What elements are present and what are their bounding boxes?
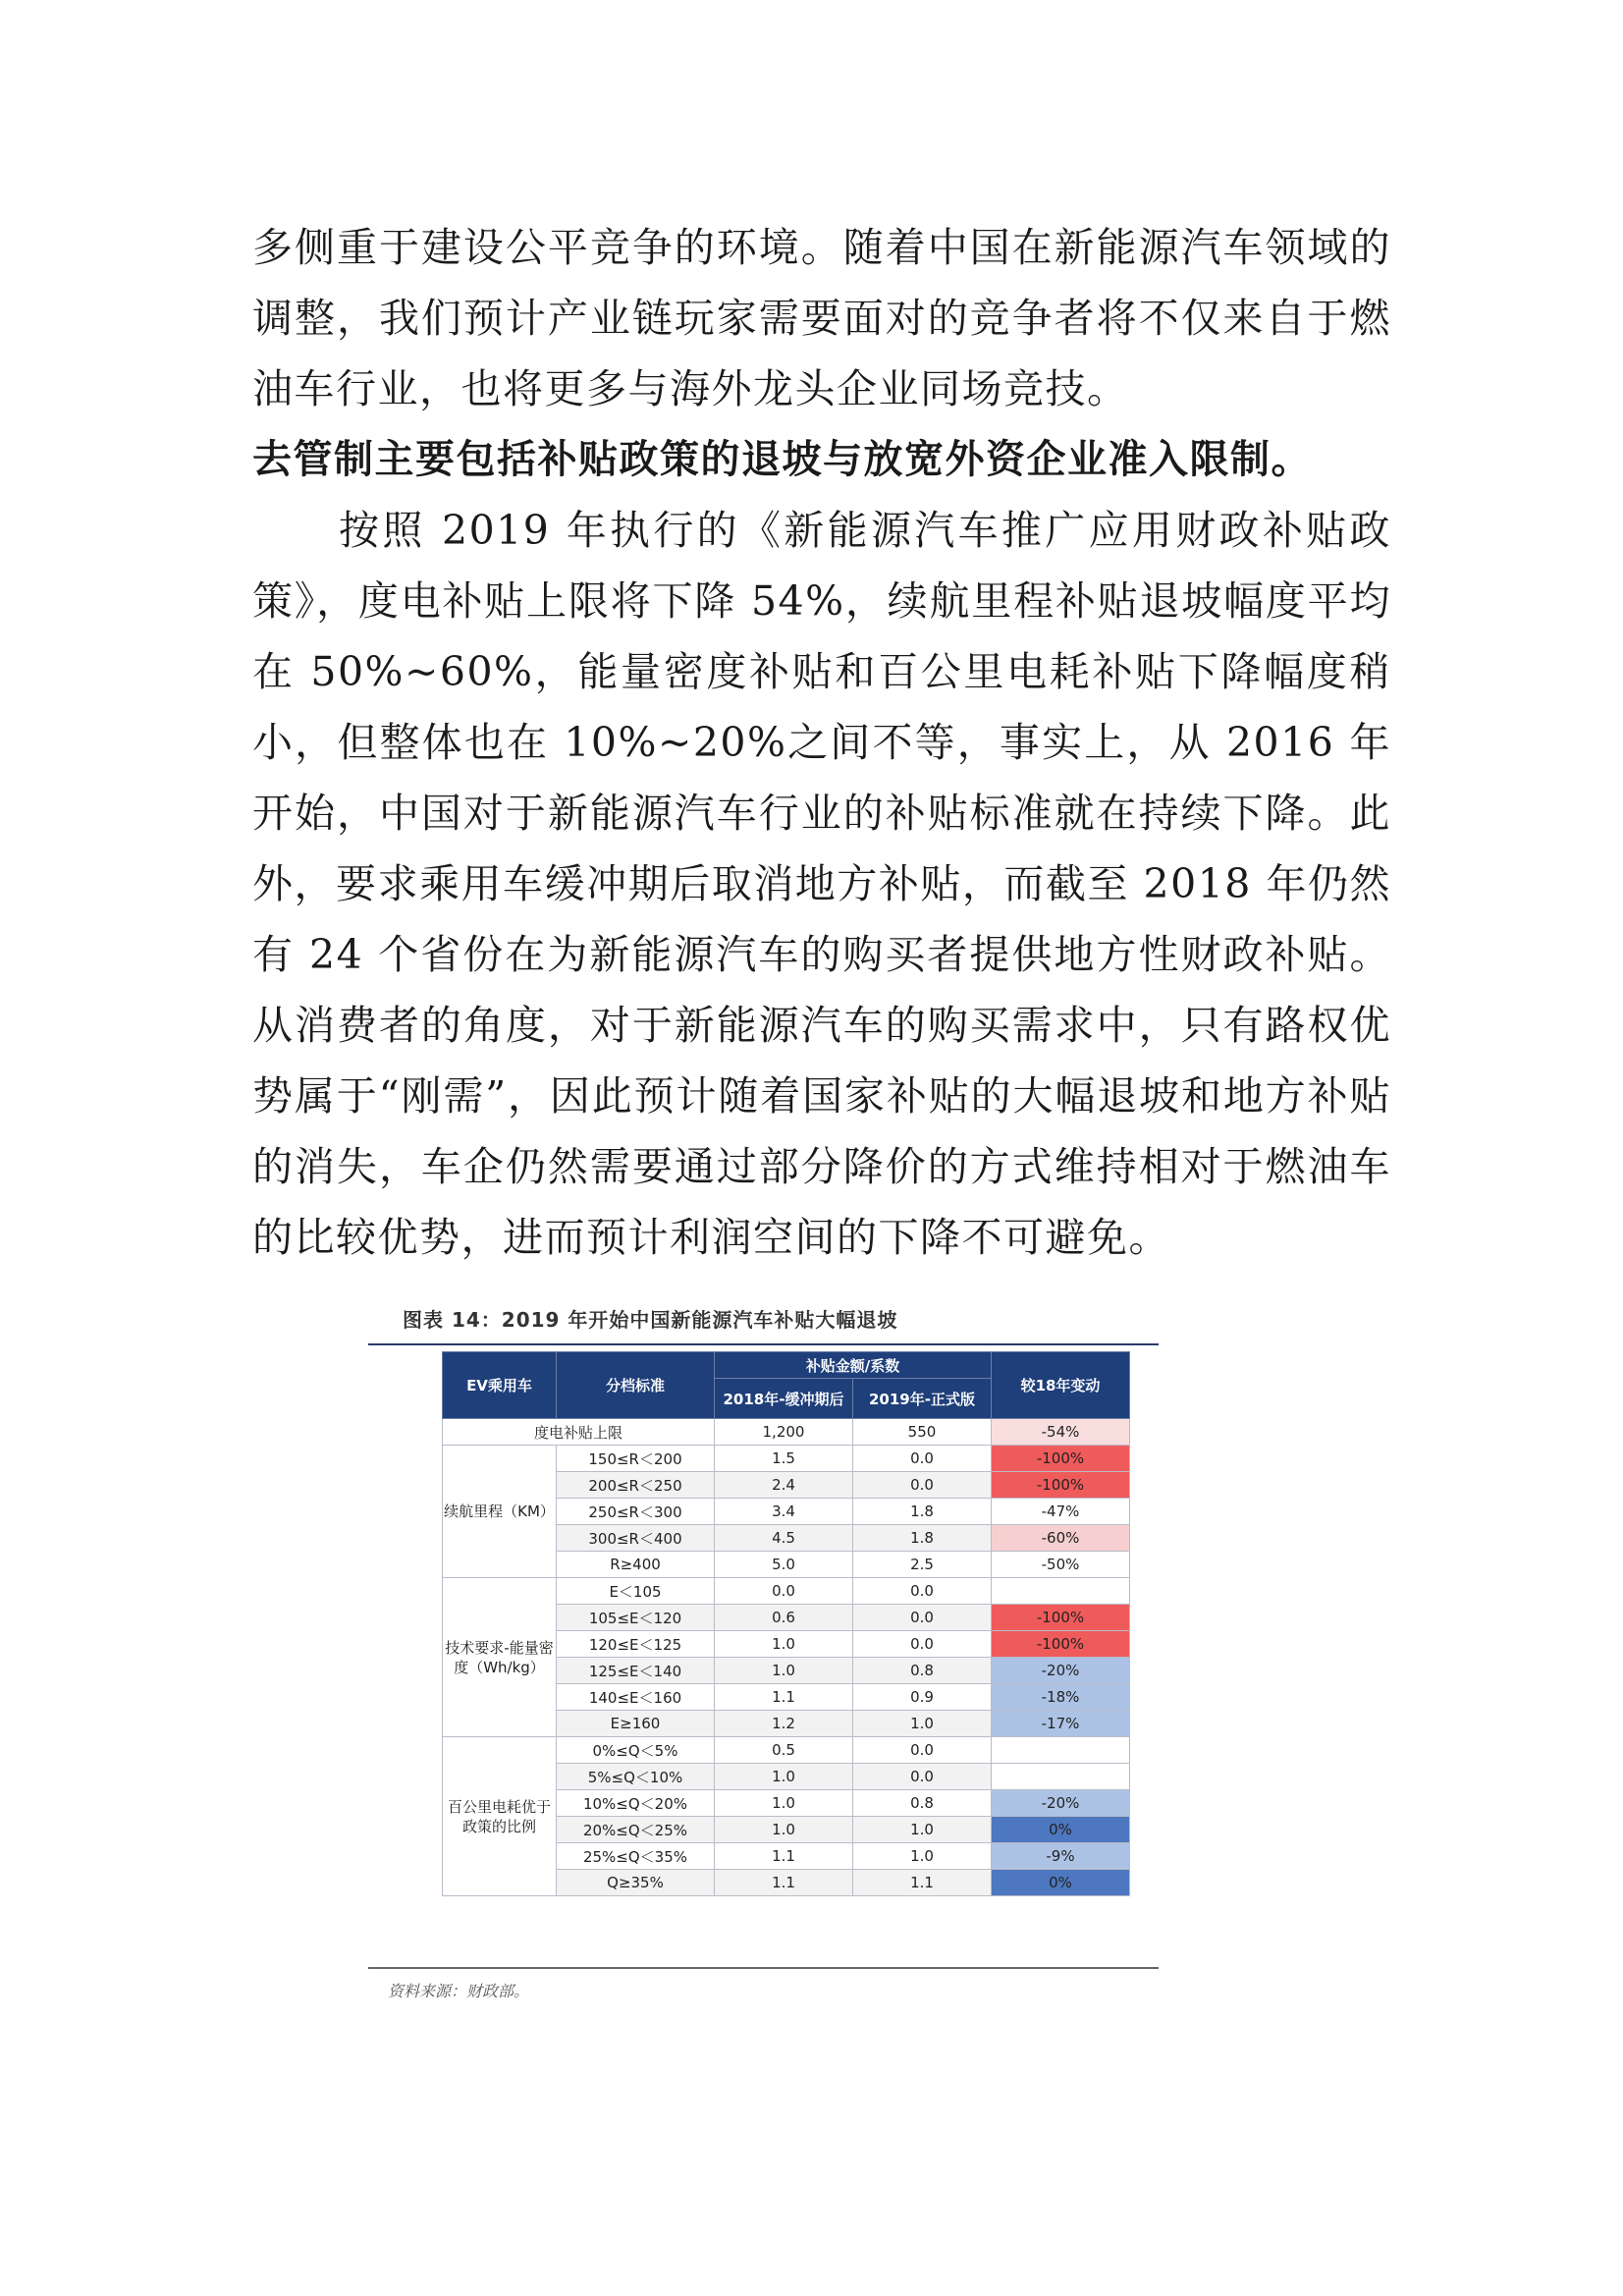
header-standard: 分档标准 <box>557 1352 715 1419</box>
change-cell: 0% <box>992 1817 1130 1843</box>
value-2019-cell: 0.0 <box>853 1631 992 1658</box>
top-row-change: -54% <box>992 1419 1130 1446</box>
change-cell: 0% <box>992 1870 1130 1896</box>
header-change: 较18年变动 <box>992 1352 1130 1419</box>
top-row-2019: 550 <box>853 1419 992 1446</box>
standard-cell: 125≤E＜140 <box>557 1658 715 1684</box>
value-2018-cell: 1.5 <box>715 1446 853 1472</box>
value-2018-cell: 1.0 <box>715 1790 853 1817</box>
value-2018-cell: 2.4 <box>715 1472 853 1499</box>
value-2018-cell: 1.0 <box>715 1631 853 1658</box>
category-cell: 百公里电耗优于政策的比例 <box>443 1737 557 1896</box>
value-2019-cell: 0.0 <box>853 1605 992 1631</box>
change-cell: -18% <box>992 1684 1130 1711</box>
value-2019-cell: 0.0 <box>853 1578 992 1605</box>
header-ev: EV乘用车 <box>443 1352 557 1419</box>
value-2018-cell: 0.6 <box>715 1605 853 1631</box>
change-cell <box>992 1578 1130 1605</box>
standard-cell: 140≤E＜160 <box>557 1684 715 1711</box>
value-2018-cell: 0.0 <box>715 1578 853 1605</box>
value-2019-cell: 0.0 <box>853 1737 992 1764</box>
category-cell: 技术要求-能量密度（Wh/kg） <box>443 1578 557 1737</box>
change-cell <box>992 1764 1130 1790</box>
value-2018-cell: 3.4 <box>715 1499 853 1525</box>
figure-title: 图表 14：2019 年开始中国新能源汽车补贴大幅退坡 <box>403 1308 898 1332</box>
body-text <box>252 212 1391 1273</box>
change-cell: -100% <box>992 1472 1130 1499</box>
change-cell: -100% <box>992 1605 1130 1631</box>
table-body <box>443 1419 1130 1896</box>
standard-cell: 250≤R＜300 <box>557 1499 715 1525</box>
standard-cell: 0%≤Q＜5% <box>557 1737 715 1764</box>
value-2019-cell: 0.8 <box>853 1658 992 1684</box>
change-cell: -9% <box>992 1843 1130 1870</box>
value-2019-cell: 1.0 <box>853 1711 992 1737</box>
change-cell: -17% <box>992 1711 1130 1737</box>
standard-cell: 20%≤Q＜25% <box>557 1817 715 1843</box>
value-2018-cell: 1.1 <box>715 1684 853 1711</box>
change-cell: -100% <box>992 1446 1130 1472</box>
standard-cell: 10%≤Q＜20% <box>557 1790 715 1817</box>
value-2018-cell: 1.0 <box>715 1658 853 1684</box>
change-cell: -20% <box>992 1790 1130 1817</box>
paragraph-1: 多侧重于建设公平竞争的环境。随着中国在新能源汽车领域的调整，我们预计产业链玩家需要面对的竞争者将不仅来自于燃油车行业，也将更多与海外龙头企业同场竞技。 <box>252 224 1391 412</box>
value-2018-cell: 1.1 <box>715 1870 853 1896</box>
change-cell: -47% <box>992 1499 1130 1525</box>
value-2019-cell: 0.9 <box>853 1684 992 1711</box>
table-row <box>443 1578 1130 1605</box>
value-2018-cell: 5.0 <box>715 1552 853 1578</box>
value-2019-cell: 1.8 <box>853 1499 992 1525</box>
paragraph-2: 按照 2019 年执行的《新能源汽车推广应用财政补贴政策》，度电补贴上限将下降 54%，续航里程补贴退坡幅度平均在 50%~60%，能量密度补贴和百公里电耗补贴下降幅度稍小，但整体也在 10%~20%之间不等，事实上，从 2016 年开始，中国对于新能源汽车行业的补贴标准就在持续下降。此外，要求乘用车缓冲期后取消地方补贴，而截至 2018 年仍然有 24 个省份在为新能源汽车的购买者提供地方性财政补贴。从消费者的角度，对于新能源汽车的购买需求中，只有路权优势属于“刚需”，因此预计随着国家补贴的大幅退坡和地方补贴的消失，车企仍然需要通过部分降价的方式维持相对于燃油车的比较优势，进而预计利润空间的下降不可避免。 <box>252 507 1391 1261</box>
standard-cell: Q≥35% <box>557 1870 715 1896</box>
value-2019-cell: 0.0 <box>853 1446 992 1472</box>
standard-cell: 150≤R＜200 <box>557 1446 715 1472</box>
value-2018-cell: 1.0 <box>715 1817 853 1843</box>
standard-cell: 25%≤Q＜35% <box>557 1843 715 1870</box>
change-cell: -50% <box>992 1552 1130 1578</box>
subsidy-table <box>442 1351 1130 1896</box>
value-2018-cell: 1.1 <box>715 1843 853 1870</box>
standard-cell: 120≤E＜125 <box>557 1631 715 1658</box>
top-row-2018: 1,200 <box>715 1419 853 1446</box>
value-2019-cell: 2.5 <box>853 1552 992 1578</box>
category-cell: 续航里程（KM） <box>443 1446 557 1578</box>
value-2019-cell: 1.1 <box>853 1870 992 1896</box>
table-row <box>443 1737 1130 1764</box>
header-amount-group: 补贴金额/系数 <box>715 1352 992 1379</box>
bold-heading: 去管制主要包括补贴政策的退坡与放宽外资企业准入限制。 <box>252 437 1312 482</box>
standard-cell: 300≤R＜400 <box>557 1525 715 1552</box>
value-2018-cell: 1.0 <box>715 1764 853 1790</box>
standard-cell: 200≤R＜250 <box>557 1472 715 1499</box>
value-2019-cell: 0.0 <box>853 1764 992 1790</box>
standard-cell: R≥400 <box>557 1552 715 1578</box>
value-2019-cell: 1.8 <box>853 1525 992 1552</box>
change-cell: -100% <box>992 1631 1130 1658</box>
standard-cell: E＜105 <box>557 1578 715 1605</box>
figure-source: 资料来源：财政部。 <box>388 1982 530 2000</box>
figure-top-rule <box>368 1343 1159 1345</box>
table-row <box>443 1446 1130 1472</box>
value-2018-cell: 4.5 <box>715 1525 853 1552</box>
header-2019: 2019年-正式版 <box>853 1379 992 1419</box>
change-cell <box>992 1737 1130 1764</box>
table-row <box>443 1419 1130 1446</box>
top-row-label: 度电补贴上限 <box>443 1419 715 1446</box>
value-2018-cell: 1.2 <box>715 1711 853 1737</box>
header-2018: 2018年-缓冲期后 <box>715 1379 853 1419</box>
value-2019-cell: 0.8 <box>853 1790 992 1817</box>
value-2018-cell: 0.5 <box>715 1737 853 1764</box>
value-2019-cell: 1.0 <box>853 1843 992 1870</box>
change-cell: -20% <box>992 1658 1130 1684</box>
standard-cell: E≥160 <box>557 1711 715 1737</box>
standard-cell: 105≤E＜120 <box>557 1605 715 1631</box>
value-2019-cell: 0.0 <box>853 1472 992 1499</box>
figure-bottom-rule <box>368 1967 1159 1969</box>
change-cell: -60% <box>992 1525 1130 1552</box>
value-2019-cell: 1.0 <box>853 1817 992 1843</box>
standard-cell: 5%≤Q＜10% <box>557 1764 715 1790</box>
